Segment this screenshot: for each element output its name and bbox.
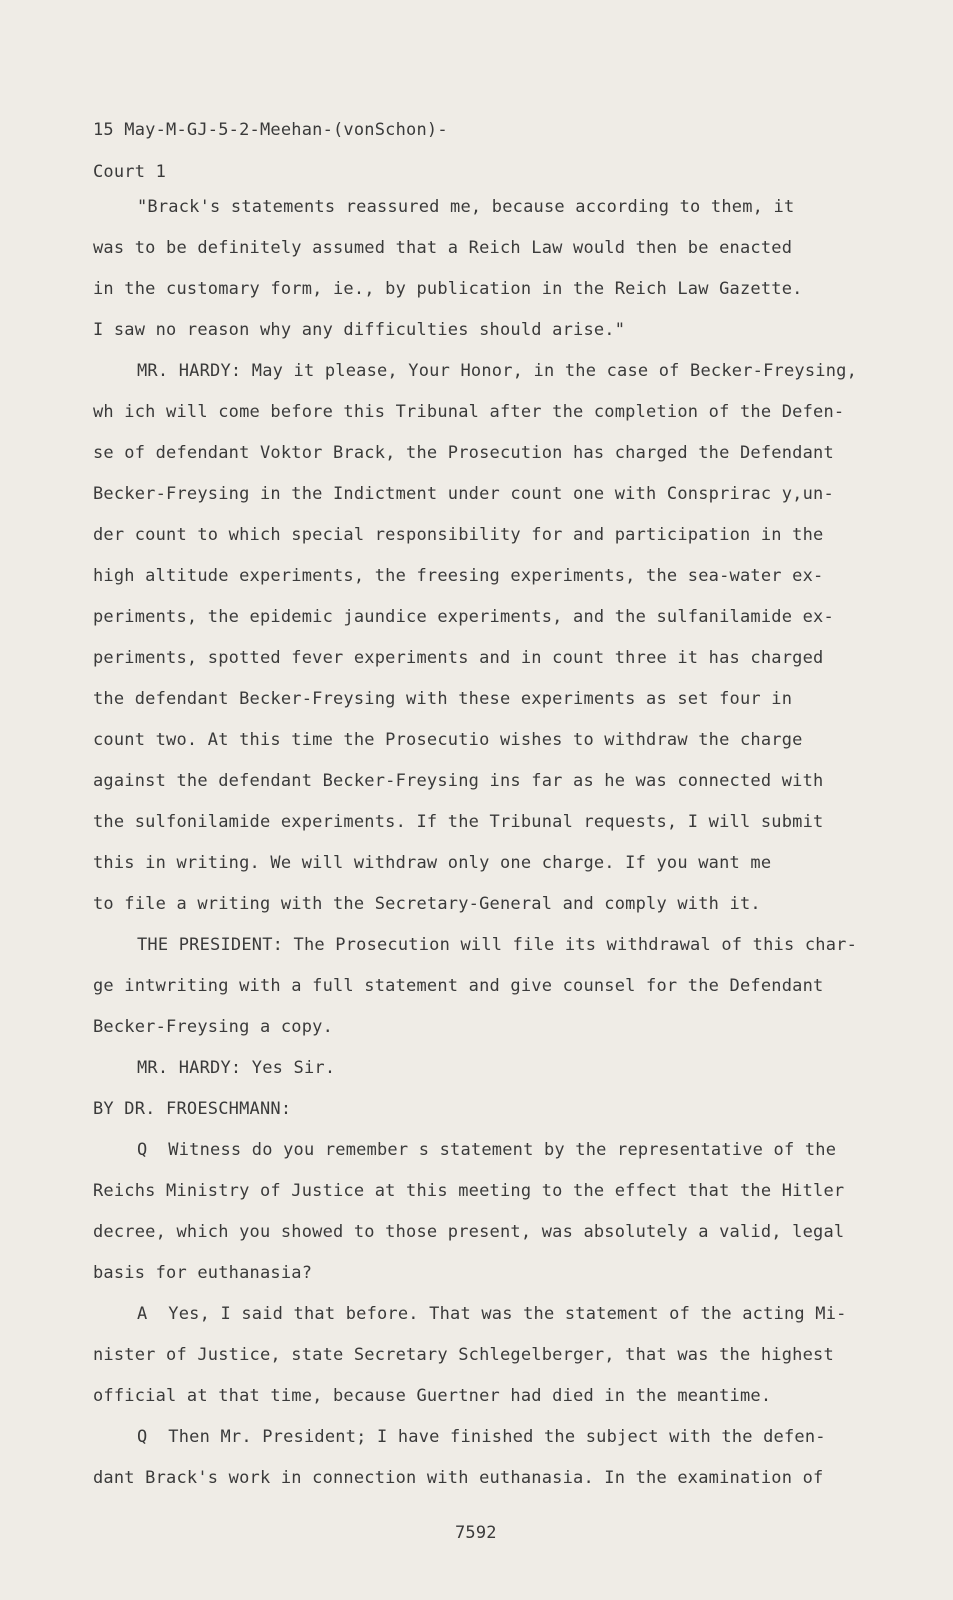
text-line: der count to which special responsibility for and participation in the: [93, 525, 824, 545]
text-line: periments, the epidemic jaundice experiments, and the sulfanilamide ex-: [93, 607, 834, 627]
text-line: decree, which you showed to those present, was absolutely a valid, legal: [93, 1222, 845, 1242]
text-line: A Yes, I said that before. That was the statement of the acting Mi-: [137, 1304, 847, 1324]
text-line: nister of Justice, state Secretary Schlegelberger, that was the highest: [93, 1345, 834, 1365]
header-reference: 15 May-M-GJ-5-2-Meehan-(vonSchon)-: [93, 120, 448, 140]
text-line: Q Witness do you remember s statement by the representative of the: [137, 1140, 837, 1160]
speaker-heading: BY DR. FROESCHMANN:: [93, 1099, 292, 1119]
text-line: wh ich will come before this Tribunal after the completion of the Defen-: [93, 402, 845, 422]
text-line: official at that time, because Guertner had died in the meantime.: [93, 1386, 772, 1406]
text-line: THE PRESIDENT: The Prosecution will file its withdrawal of this char-: [137, 935, 858, 955]
text-line: basis for euthanasia?: [93, 1263, 313, 1283]
text-line: this in writing. We will withdraw only one charge. If you want me: [93, 853, 772, 873]
text-line: ge intwriting with a full statement and give counsel for the Defendant: [93, 976, 824, 996]
text-line: se of defendant Voktor Brack, the Prosecution has charged the Defendant: [93, 443, 834, 463]
text-line: in the customary form, ie., by publication in the Reich Law Gazette.: [93, 279, 803, 299]
text-line: high altitude experiments, the freesing experiments, the sea-water ex-: [93, 566, 824, 586]
text-line: MR. HARDY: May it please, Your Honor, in the case of Becker-Freysing,: [137, 361, 858, 381]
text-line: Becker-Freysing a copy.: [93, 1017, 334, 1037]
text-line: the defendant Becker-Freysing with these experiments as set four in: [93, 689, 793, 709]
text-line: I saw no reason why any difficulties should arise.": [93, 320, 626, 340]
court-label: Court 1: [93, 162, 167, 182]
text-line: Q Then Mr. President; I have finished the subject with the defen-: [137, 1427, 826, 1447]
text-line: to file a writing with the Secretary-General and comply with it.: [93, 894, 761, 914]
text-line: was to be definitely assumed that a Reich Law would then be enacted: [93, 238, 793, 258]
text-line: against the defendant Becker-Freysing ins far as he was connected with: [93, 771, 824, 791]
text-line: MR. HARDY: Yes Sir.: [137, 1058, 336, 1078]
text-line: periments, spotted fever experiments and in count three it has charged: [93, 648, 824, 668]
page-number: 7592: [455, 1523, 497, 1543]
text-line: Becker-Freysing in the Indictment under count one with Consprirac y,un-: [93, 484, 834, 504]
text-line: "Brack's statements reassured me, because according to them, it: [137, 197, 795, 217]
text-line: Reichs Ministry of Justice at this meeting to the effect that the Hitler: [93, 1181, 845, 1201]
text-line: count two. At this time the Prosecutio wishes to withdraw the charge: [93, 730, 803, 750]
text-line: the sulfonilamide experiments. If the Tribunal requests, I will submit: [93, 812, 824, 832]
text-line: dant Brack's work in connection with euthanasia. In the examination of: [93, 1468, 824, 1488]
